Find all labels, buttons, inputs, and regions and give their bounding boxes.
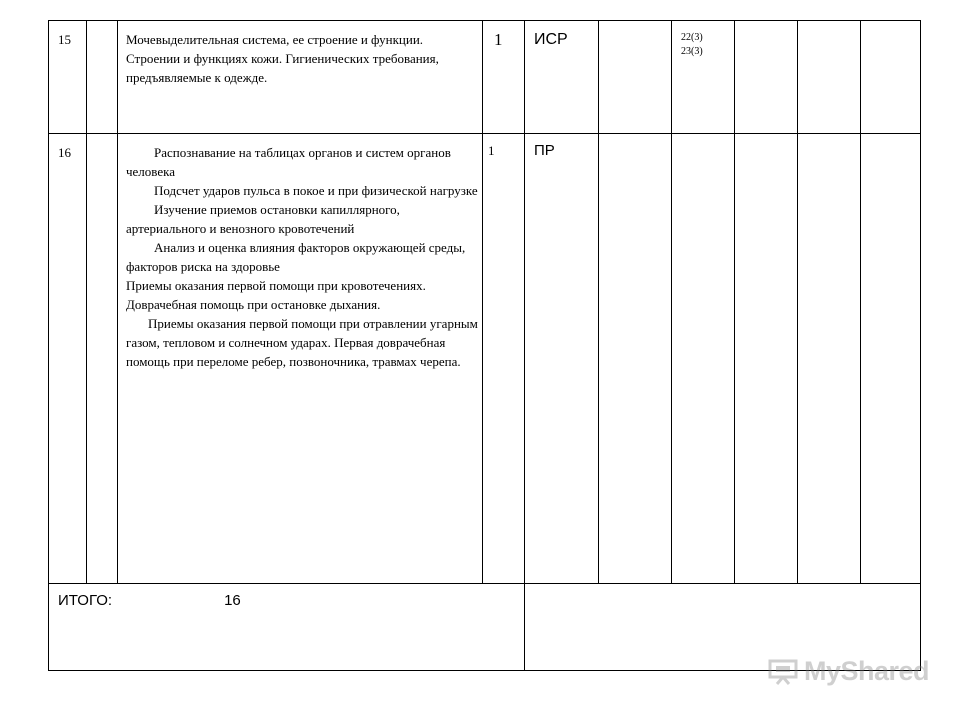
empty-cell: [798, 21, 861, 134]
row-number: 15: [49, 21, 87, 134]
empty-cell: [861, 21, 921, 134]
presentation-icon: [768, 659, 798, 685]
empty-cell: [87, 134, 118, 584]
watermark-text: MyShared: [804, 656, 930, 686]
topic-line: Приемы оказания первой помощи при кровотечениях. Доврачебная помощь при остановке дыхания.: [126, 278, 426, 312]
topic-line: Приемы оказания первой помощи при отравлении угарным газом, тепловом и солнечном ударах. Первая доврачебная помощь при переломе ребер, позвоночника, травмах черепа.: [126, 316, 478, 369]
total-label: ИТОГО:: [58, 592, 113, 609]
type-cell: ИСР: [525, 21, 599, 134]
literature-ref: 23(3): [681, 46, 703, 57]
literature-ref: 22(3): [681, 32, 703, 43]
type-cell: ПР: [525, 134, 599, 584]
curriculum-table: [48, 20, 921, 671]
topic-line: Распознавание на таблицах органов и систем органов человека: [126, 145, 451, 179]
topic-line: Анализ и оценка влияния факторов окружающей среды, факторов риска на здоровье: [126, 240, 466, 274]
topic-line: Строении и функциях кожи. Гигиенических требования, предъявляемые к одежде.: [126, 51, 439, 85]
empty-cell: [599, 134, 672, 584]
topic-cell: [118, 21, 483, 134]
table-row: [49, 134, 921, 584]
hours-cell: 1: [483, 134, 525, 584]
empty-cell: [599, 21, 672, 134]
empty-cell: [672, 134, 735, 584]
topic-line: Мочевыделительная система, ее строение и функции.: [126, 32, 424, 47]
topic-cell: [118, 134, 483, 584]
topic-line: Изучение приемов остановки капиллярного, артериального и венозного кровотечений: [126, 202, 400, 236]
row-number: 16: [49, 134, 87, 584]
topic-line: Подсчет ударов пульса в покое и при физической нагрузке: [154, 183, 478, 198]
empty-cell: [87, 21, 118, 134]
table-row: [49, 21, 921, 134]
watermark: [768, 656, 929, 687]
total-cell: [49, 584, 525, 671]
hours-cell: 1: [483, 21, 525, 134]
empty-cell: [735, 134, 798, 584]
empty-cell: [735, 21, 798, 134]
literature-cell: [672, 21, 735, 134]
empty-cell: [861, 134, 921, 584]
total-value: 16: [224, 592, 241, 609]
empty-cell: [798, 134, 861, 584]
